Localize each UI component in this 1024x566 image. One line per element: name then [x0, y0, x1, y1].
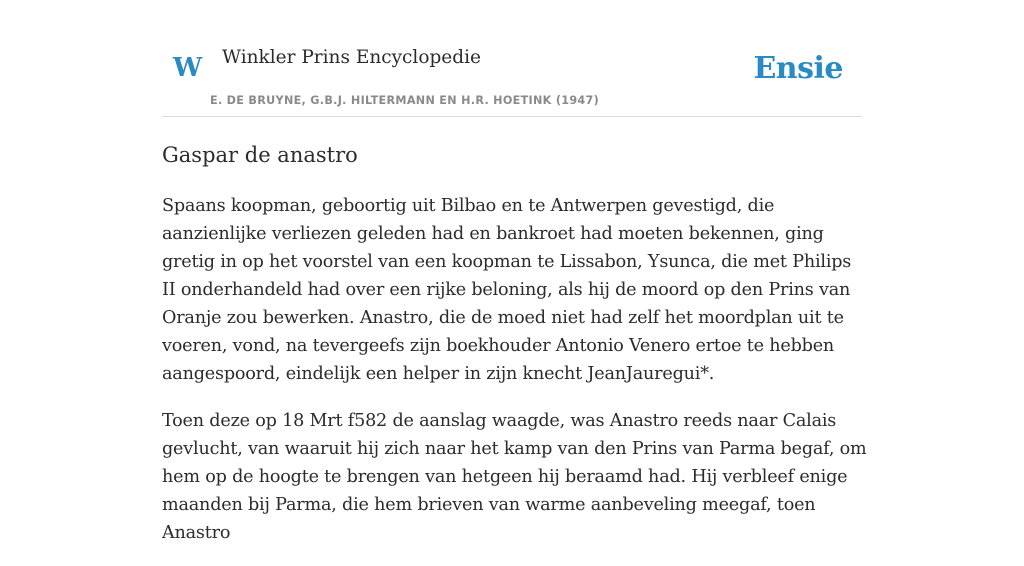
source-title[interactable]: Winkler Prins Encyclopedie	[222, 47, 481, 68]
ensie-logo[interactable]: Ensie	[753, 51, 843, 86]
article-paragraph: Toen deze op 18 Mrt f582 de aanslag waagde, was Anastro reeds naar Calais gevlucht, van waaruit hij zich naar het kamp van den Prins van Parma begaf, om hem op de hoogte te brengen van hetgeen hij beraamd had. Hij verbleef enige maanden bij Parma, die hem brieven van warme aanbeveling meegaf, toen Anastro	[162, 411, 867, 543]
article-title: Gaspar de anastro	[162, 143, 358, 167]
article-paragraph: Spaans koopman, geboortig uit Bilbao en te Antwerpen gevestigd, die aanzienlijke verliezen geleden had en bankroet had moeten bekennen, ging gretig in op het voorstel van een koopman te Lissabon, Ysunca, die met Philips II onderhandeld had over een rijke beloning, als hij de moord op den Prins van Oranje zou bewerken. Anastro, die de moed niet had zelf het moordplan uit te voeren, vond, na tevergeefs zijn boekhouder Antonio Venero ertoe te hebben aangespoord, eindelijk een helper in zijn knecht JeanJauregui*.	[162, 196, 852, 384]
source-authors: E. DE BRUYNE, G.B.J. HILTERMANN EN H.R. HOETINK (1947)	[210, 94, 599, 107]
source-header	[162, 40, 862, 117]
article-body	[162, 192, 868, 566]
winkler-prins-logo-icon[interactable]: W	[173, 53, 203, 83]
